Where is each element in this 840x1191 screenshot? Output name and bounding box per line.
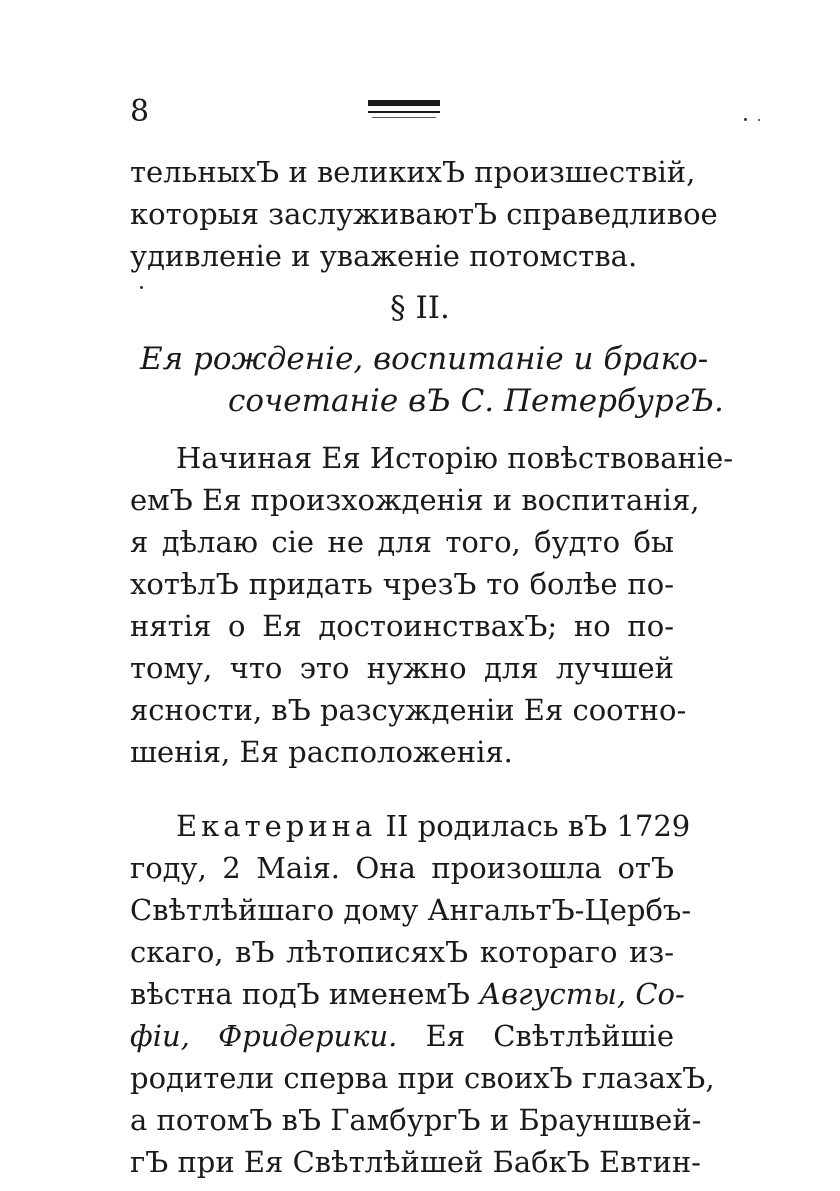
text-line bbox=[130, 1016, 674, 1056]
text-span: вѣстна подЪ именемЪ bbox=[130, 977, 470, 1011]
italic-names: Августы, Со- bbox=[479, 977, 685, 1011]
text-line: нятія о Ея достоинствахЪ; но по- bbox=[130, 609, 674, 643]
text-line: году, 2 Маія. Она произошла отЪ bbox=[130, 851, 674, 885]
section-number: § II. bbox=[390, 290, 450, 326]
section-title-line-1: Ея рожденіе, воспитаніе и брако- bbox=[140, 341, 709, 377]
text-line bbox=[130, 974, 685, 1014]
ornament-bar-hair bbox=[372, 117, 436, 118]
text-line: родители сперва при своихЪ глазахЪ, bbox=[130, 1061, 715, 1095]
text-line: шенія, Ея расположенія. bbox=[130, 735, 513, 769]
ink-speck bbox=[744, 118, 747, 121]
text-line: тельныхЪ и великихЪ произшествій, bbox=[130, 155, 696, 189]
text-line: емЪ Ея произхожденія и воспитанія, bbox=[130, 483, 700, 517]
italic-names: фіи, Фридерики. bbox=[130, 1019, 398, 1053]
text-line: тому, что это нужно для лучшей bbox=[130, 651, 674, 685]
text-line: скаго, вЪ лѣтописяхЪ котораго из- bbox=[130, 935, 674, 969]
text-line: Начиная Ея Исторію повѣствованіе- bbox=[176, 441, 734, 475]
text-span: II родилась вЪ 1729 bbox=[385, 809, 691, 843]
ink-speck bbox=[758, 119, 760, 121]
text-line: которыя заслуживаютЪ справедливое bbox=[130, 197, 718, 231]
section-title-line-2: сочетаніе вЪ С. ПетербургЪ. bbox=[228, 383, 724, 419]
text-line bbox=[176, 806, 691, 846]
text-line: я дѣлаю сіе не для того, будто бы bbox=[130, 525, 674, 559]
ornament-bar-thick bbox=[368, 100, 440, 106]
name-ekaterina: Екатерина bbox=[176, 809, 377, 843]
text-line: Свѣтлѣйшаго дому АнгальтЪ-Цербъ- bbox=[130, 893, 692, 927]
text-line: удивленіе и уваженіе потомства. bbox=[130, 239, 638, 273]
text-line: хотѣлЪ придать чрезЪ то болѣе по- bbox=[130, 567, 674, 601]
text-line: а потомЪ вЪ ГамбургЪ и Брауншвей- bbox=[130, 1103, 702, 1137]
headpiece-ornament bbox=[368, 100, 440, 124]
ornament-bar-thin bbox=[368, 111, 440, 113]
text-line: гЪ при Ея Свѣтлѣйшей БабкЪ Евтин- bbox=[130, 1145, 701, 1179]
text-line: ясности, вЪ разсужденіи Ея соотно- bbox=[130, 693, 687, 727]
page-number: 8 bbox=[130, 94, 150, 129]
text-span: Ея Свѣтлѣйшіе bbox=[425, 1019, 674, 1053]
